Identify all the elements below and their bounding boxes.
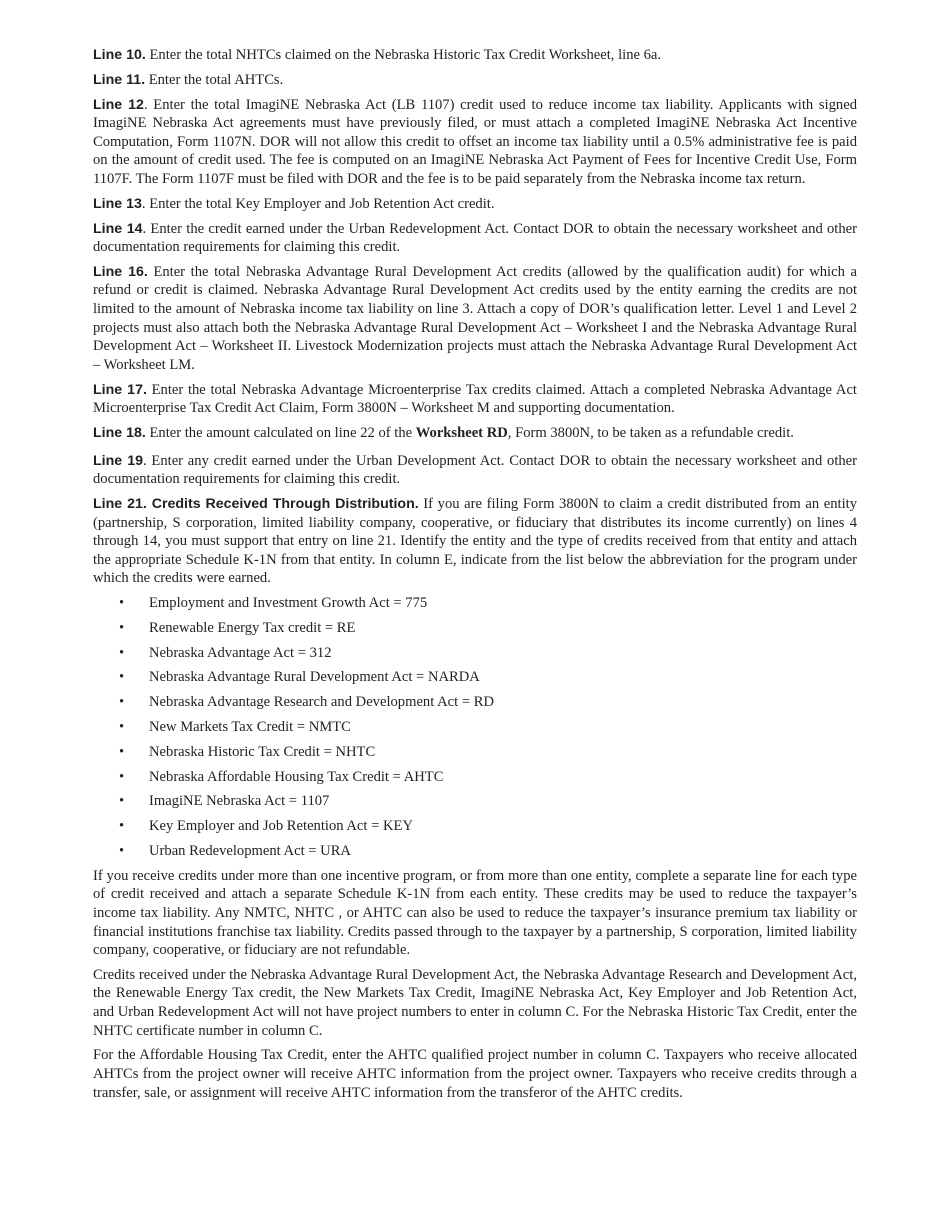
instruction-line-10 xyxy=(93,46,857,65)
instructions-page xyxy=(93,46,857,1108)
line-label: Line 21. Credits Received Through Distribution. xyxy=(93,495,419,512)
list-item xyxy=(93,842,857,861)
bullet: • xyxy=(119,842,125,859)
list-item xyxy=(93,644,857,663)
instruction-line-13 xyxy=(93,195,857,214)
line-text-before: Enter the amount calculated on line 22 of the xyxy=(145,425,416,441)
list-item xyxy=(93,743,857,762)
program-entry: Key Employer and Job Retention Act = KEY xyxy=(149,818,413,835)
line-label: Line 11. xyxy=(93,71,146,88)
instruction-line-16 xyxy=(93,263,857,375)
instruction-line-17 xyxy=(93,381,857,418)
line-text: . Enter the credit earned under the Urban Redevelopment Act. Contact DOR to obtain the necessary worksheet and other documentation requirements for claiming this credit. xyxy=(93,220,857,256)
line-label: Line 13 xyxy=(93,195,142,212)
line-text: . Enter any credit earned under the Urban Development Act. Contact DOR to obtain the necessary worksheet and other documentation requirements for claiming this credit. xyxy=(93,452,858,488)
bullet: • xyxy=(119,619,125,636)
program-entry: Nebraska Advantage Rural Development Act = NARDA xyxy=(149,669,480,686)
list-item xyxy=(93,718,857,737)
bullet: • xyxy=(119,694,125,711)
line-label: Line 14 xyxy=(93,220,143,237)
worksheet-rd-reference: Worksheet RD xyxy=(415,425,508,441)
program-entry: Nebraska Advantage Research and Development Act = RD xyxy=(149,694,494,711)
list-item xyxy=(93,619,857,638)
program-entry: ImagiNE Nebraska Act = 1107 xyxy=(149,793,330,810)
program-abbreviation-list xyxy=(93,594,857,860)
line-text: If you are filing Form 3800N to claim a credit distributed from an entity (partnership, S corporation, limited liability company, cooperative, or fiduciary that distributes its income currently) on lines 4 through 14, you must support that entry on line 21. Identify the entity and the type of credits received from that entity and attach the appropriate Schedule K-1N from that entity. In column E, indicate from the list below the abbreviation for the program under which the credits were earned. xyxy=(93,495,857,587)
program-entry: Nebraska Historic Tax Credit = NHTC xyxy=(149,743,376,760)
bullet: • xyxy=(119,595,125,612)
bullet: • xyxy=(119,793,125,810)
bullet: • xyxy=(119,768,125,785)
program-entry: Nebraska Advantage Act = 312 xyxy=(149,644,332,661)
paragraph-project-numbers: Credits received under the Nebraska Advantage Rural Development Act, the Nebraska Advantage Research and Development Act, the Renewable Energy Tax credit, the New Markets Tax Credit, ImagiNE Nebraska Act, Key Employer and Job Retention Act, and Urban Redevelopment Act will not have project numbers to enter in column C. For the Nebraska Historic Tax Credit, enter the NHTC certificate number in column C. xyxy=(93,966,857,1039)
bullet: • xyxy=(119,743,125,760)
list-item xyxy=(93,668,857,687)
line-text: Enter the total NHTCs claimed on the Nebraska Historic Tax Credit Worksheet, line 6a. xyxy=(145,47,662,63)
line-label: Line 12 xyxy=(93,96,144,113)
bullet: • xyxy=(119,644,125,661)
program-entry: Employment and Investment Growth Act = 775 xyxy=(149,595,428,612)
bullet: • xyxy=(119,719,125,736)
line-text: Enter the total Nebraska Advantage Rural Development Act credits (allowed by the qualification audit) for which a refund or credit is claimed. Nebraska Advantage Rural Development Act credits used by the entity earning the credits are not limited to the amount of Nebraska income tax liability on line 3. Attach a copy of DOR’s qualification letter. Level 1 and Level 2 projects must also attach both the Nebraska Advantage Rural Development Act – Worksheet I and the Nebraska Advantage Rural Development Act – Worksheet II. Livestock Modernization projects must attach the Nebraska Advantage Rural Development Act – Worksheet LM. xyxy=(93,263,857,373)
list-item xyxy=(93,594,857,613)
program-entry: Urban Redevelopment Act = URA xyxy=(149,842,351,859)
list-item xyxy=(93,817,857,836)
instruction-line-11 xyxy=(93,71,857,90)
bullet: • xyxy=(119,669,125,686)
line-text: Enter the total Nebraska Advantage Microenterprise Tax credits claimed. Attach a completed Nebraska Advantage Act Microenterprise Tax Credit Act Claim, Form 3800N – Worksheet M and supporting documentation. xyxy=(93,381,857,417)
line-text: Enter the total AHTCs. xyxy=(145,71,284,88)
paragraph-multiple-programs: If you receive credits under more than one incentive program, or from more than one entity, complete a separate line for each type of credit received and attach a separate Schedule K-1N from each entity. These credits may be used to reduce the taxpayer’s income tax liability. Any NMTC, NHTC , or AHTC can also be used to reduce the taxpayer’s insurance premium tax liability or financial institutions franchise tax liability. Credits passed through to the taxpayer by a partnership, S corporation, limited liability company, cooperative, or fiduciary are not refundable. xyxy=(93,867,857,959)
line-text-after: , Form 3800N, to be taken as a refundable credit. xyxy=(507,425,794,441)
bullet: • xyxy=(119,818,125,835)
line-text: . Enter the total ImagiNE Nebraska Act (LB 1107) credit used to reduce income tax liability. Applicants with signed ImagiNE Nebraska Act agreements must have previously filed, or must attach a completed ImagiNE Nebraska Act Incentive Computation, Form 1107N. DOR will not allow this credit to offset an income tax liability until a 0.5% administrative fee is paid on the amount of credit used. The fee is computed on an ImagiNE Nebraska Act Payment of Fees for Incentive Credit Use, Form 1107F. The Form 1107F must be filed with DOR and the fee is to be paid separately from the Nebraska income tax return. xyxy=(93,96,857,187)
paragraph-affordable-housing: For the Affordable Housing Tax Credit, enter the AHTC qualified project number in column C. Taxpayers who receive allocated AHTCs from the project owner will receive AHTC information from the project owner. Taxpayers who receive credits through a transfer, sale, or assignment will receive AHTC information from the transferor of the AHTC credits. xyxy=(93,1047,857,1101)
instruction-line-21 xyxy=(93,495,857,588)
line-label: Line 16. xyxy=(93,263,148,280)
instruction-line-18 xyxy=(93,424,857,443)
list-item xyxy=(93,693,857,712)
instruction-line-19 xyxy=(93,452,857,489)
line-label: Line 17. xyxy=(93,381,147,398)
program-entry: New Markets Tax Credit = NMTC xyxy=(149,719,351,736)
program-entry: Renewable Energy Tax credit = RE xyxy=(149,619,356,636)
line-text: . Enter the total Key Employer and Job Retention Act credit. xyxy=(141,195,495,212)
line-label: Line 19 xyxy=(93,452,144,469)
list-item xyxy=(93,768,857,787)
list-item xyxy=(93,792,857,811)
instruction-line-14 xyxy=(93,220,857,257)
line-label: Line 10. xyxy=(93,47,146,63)
line-label: Line 18. xyxy=(93,425,146,441)
program-entry: Nebraska Affordable Housing Tax Credit = AHTC xyxy=(149,768,444,785)
instruction-line-12 xyxy=(93,96,857,189)
